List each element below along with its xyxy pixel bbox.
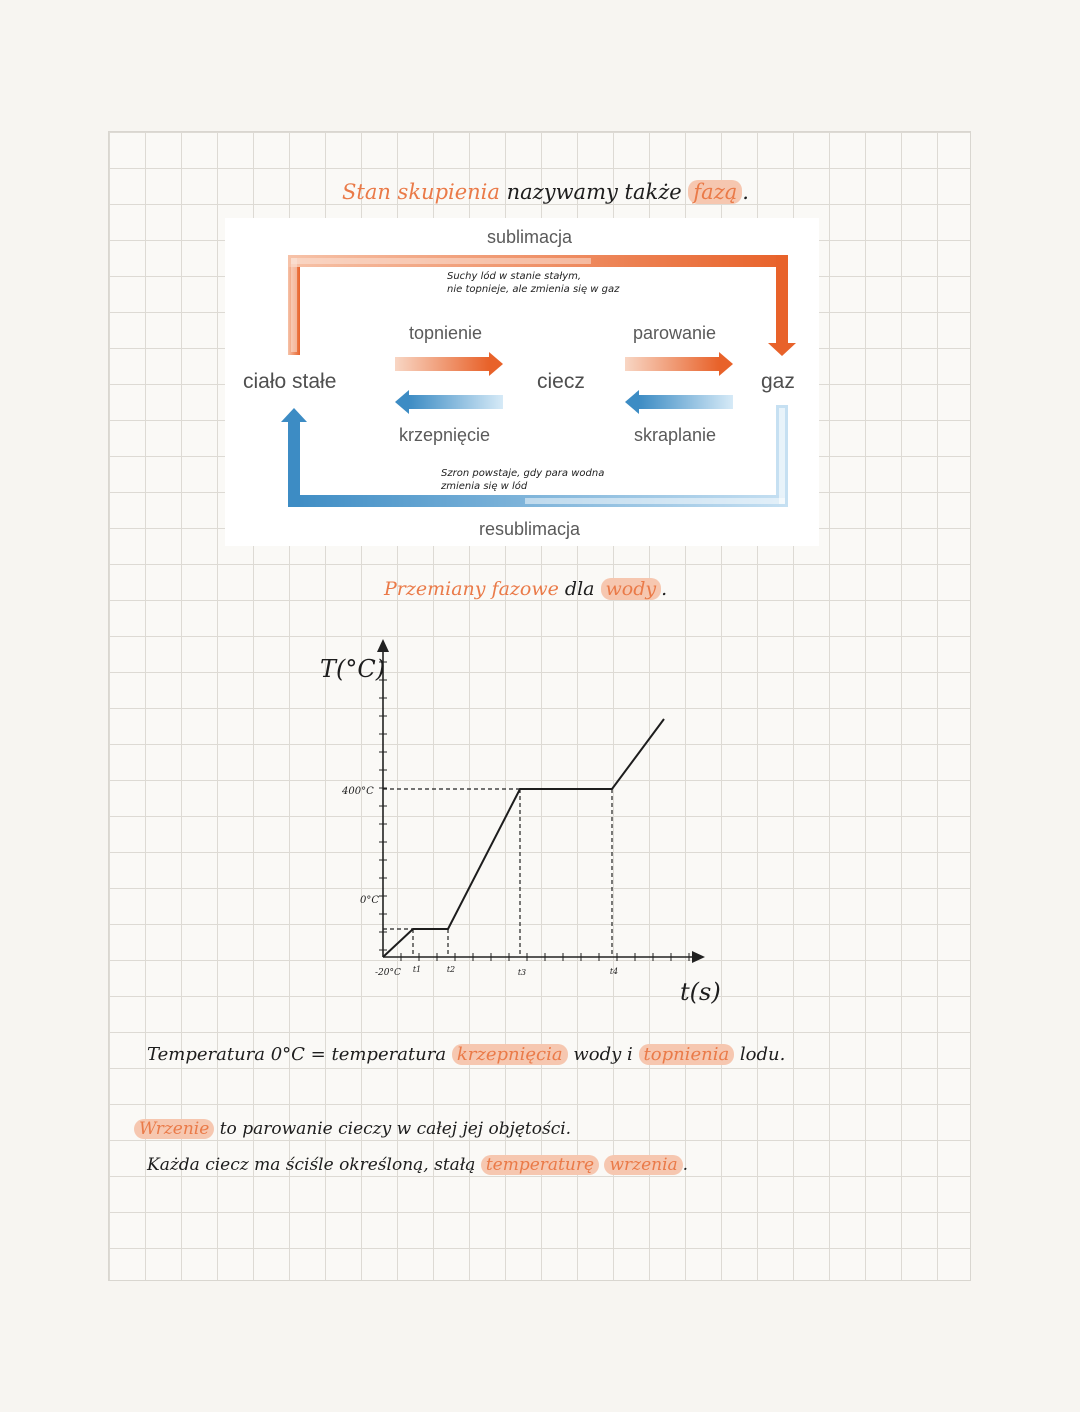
y-tick-label-100: 400°C <box>342 786 374 797</box>
note-line-1 <box>147 1044 785 1065</box>
note1-text-f: lodu. <box>739 1044 786 1065</box>
evaporation-arrow <box>625 352 733 376</box>
solid-label: ciało stałe <box>243 370 337 393</box>
note1-highlight-melting: topnienia <box>639 1044 735 1065</box>
graph-title-highlight: wody <box>601 578 662 600</box>
resublimation-note-line1: Szron powstaje, gdy para wodna <box>441 468 605 479</box>
note3-text: Każda ciecz ma ściśle określoną, stałą <box>147 1155 476 1175</box>
note1-text-c: wody <box>573 1044 622 1065</box>
heading <box>342 180 749 204</box>
resublimation-note-line2: zmienia się w lód <box>441 481 528 492</box>
heading-dot: . <box>742 180 749 204</box>
x-axis-label: t(s) <box>680 978 721 1006</box>
condensation-label: skraplanie <box>634 425 717 445</box>
note2-text: to parowanie cieczy w całej jej objętości. <box>219 1119 572 1139</box>
graph-title-term: Przemiany fazowe <box>384 578 559 600</box>
x-tick-label-t2: t2 <box>446 965 456 974</box>
note2-highlight-boiling: Wrzenie <box>134 1119 214 1139</box>
graph-title <box>384 578 667 600</box>
graph-title-text: dla <box>564 578 595 600</box>
graph-title-dot: . <box>661 578 668 600</box>
y-axis-label: T(°C) <box>320 655 386 683</box>
heading-highlight: fazą <box>688 180 742 204</box>
melting-arrow <box>395 352 503 376</box>
liquid-label: ciecz <box>537 370 585 393</box>
sublimation-label: sublimacja <box>487 227 573 247</box>
sublimation-note-line2: nie topnieje, ale zmienia się w gaz <box>447 284 620 295</box>
note-line-2 <box>134 1119 571 1139</box>
note1-highlight-freezing: krzepnięcia <box>452 1044 568 1065</box>
note1-text-a: Temperatura 0°C = temperatura <box>147 1044 447 1065</box>
x-tick-label-t1: t1 <box>412 965 422 974</box>
gas-label: gaz <box>761 370 795 393</box>
freezing-label: krzepnięcie <box>399 425 491 445</box>
freezing-arrow <box>395 390 503 414</box>
x-tick-label-origin: -20°C <box>375 968 401 978</box>
melting-label: topnienie <box>409 323 483 343</box>
x-tick-label-t4: t4 <box>609 967 619 976</box>
y-tick-label-0: 0°C <box>360 895 380 906</box>
note3-highlight-temperature: temperaturę <box>481 1155 599 1175</box>
resublimation-note <box>441 467 604 493</box>
sublimation-note-line1: Suchy lód w stanie stałym, <box>447 271 582 282</box>
heading-text: nazywamy także <box>506 180 682 204</box>
evaporation-label: parowanie <box>633 323 717 343</box>
condensation-arrow <box>625 390 733 414</box>
note1-text-d: i <box>627 1044 633 1065</box>
phase-diagram <box>225 218 819 546</box>
heading-term: Stan skupienia <box>342 180 500 204</box>
sublimation-note <box>447 270 619 296</box>
note3-highlight-boiling: wrzenia <box>604 1155 682 1175</box>
x-tick-label-t3: t3 <box>517 968 527 977</box>
note-line-3 <box>147 1155 688 1175</box>
note3-dot: . <box>682 1155 689 1175</box>
resublimation-label: resublimacja <box>479 519 581 539</box>
